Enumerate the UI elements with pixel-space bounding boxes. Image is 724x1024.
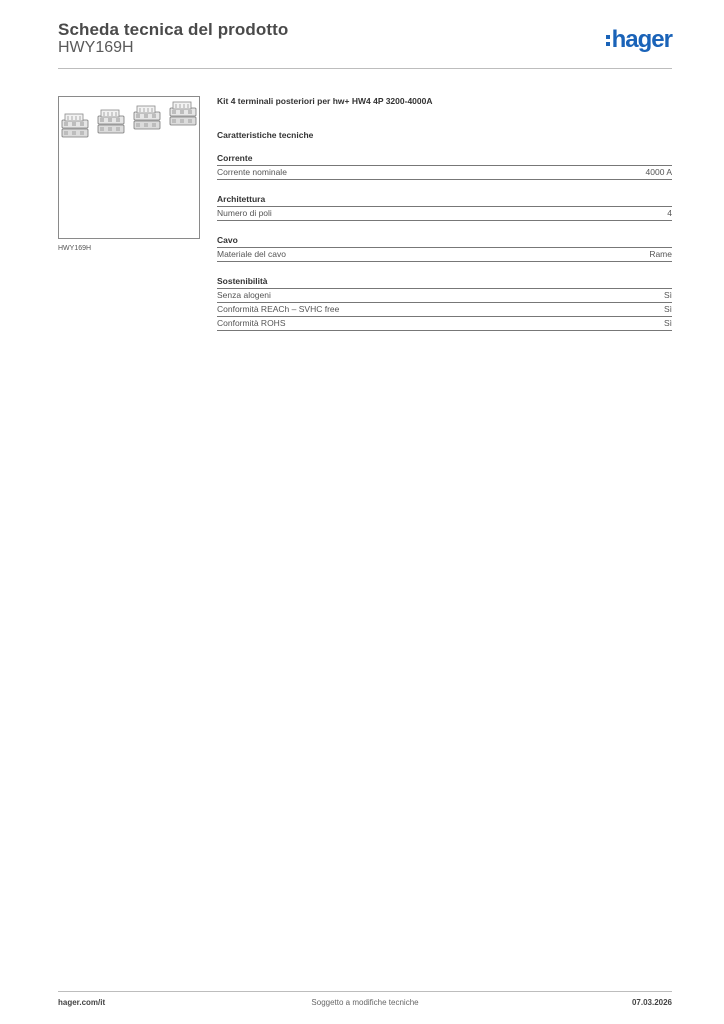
spec-row	[217, 303, 672, 317]
footer	[58, 998, 672, 1010]
section-heading: Caratteristiche tecniche	[217, 130, 314, 140]
spec-value: Rame	[649, 249, 672, 259]
spec-value: Sì	[663, 304, 672, 314]
group-title-sostenibilita: Sostenibilità	[217, 276, 672, 289]
hager-logo	[606, 28, 672, 52]
logo-colon-icon	[606, 35, 610, 46]
spec-row	[217, 166, 672, 180]
spec-label: Senza alogeni	[217, 290, 271, 300]
spec-label: Conformità REACh – SVHC free	[217, 304, 340, 314]
spec-value: Sì	[663, 290, 672, 300]
footer-date: 07.03.2026	[631, 998, 672, 1007]
spec-label: Conformità ROHS	[217, 318, 286, 328]
spec-row	[217, 289, 672, 303]
spec-value: 4000 A	[645, 167, 672, 177]
footer-website-link[interactable]: hager.com/it	[58, 998, 106, 1007]
product-code: HWY169H	[58, 39, 134, 56]
spec-value: 4	[667, 208, 672, 218]
footer-divider	[58, 991, 672, 992]
footer-note: Soggetto a modifiche tecniche	[311, 998, 419, 1007]
spec-content	[217, 96, 672, 331]
image-caption: HWY169H	[58, 245, 92, 252]
logo-text: hager	[611, 26, 672, 53]
product-description: Kit 4 terminali posteriori per hw+ HW4 4P 3200-4000A	[217, 96, 433, 106]
spec-row	[217, 248, 672, 262]
page-title: Scheda tecnica del prodotto	[58, 20, 289, 39]
spec-label: Materiale del cavo	[217, 249, 286, 259]
spec-row	[217, 207, 672, 221]
rear-terminal-kit-icon	[59, 97, 199, 238]
header-divider	[58, 68, 672, 69]
spec-row	[217, 317, 672, 331]
spec-value: Sì	[663, 318, 672, 328]
group-title-corrente: Corrente	[217, 153, 672, 166]
group-title-cavo: Cavo	[217, 235, 672, 248]
group-title-architettura: Architettura	[217, 194, 672, 207]
product-image-frame	[58, 96, 200, 239]
spec-label: Corrente nominale	[217, 167, 287, 177]
spec-label: Numero di poli	[217, 208, 272, 218]
